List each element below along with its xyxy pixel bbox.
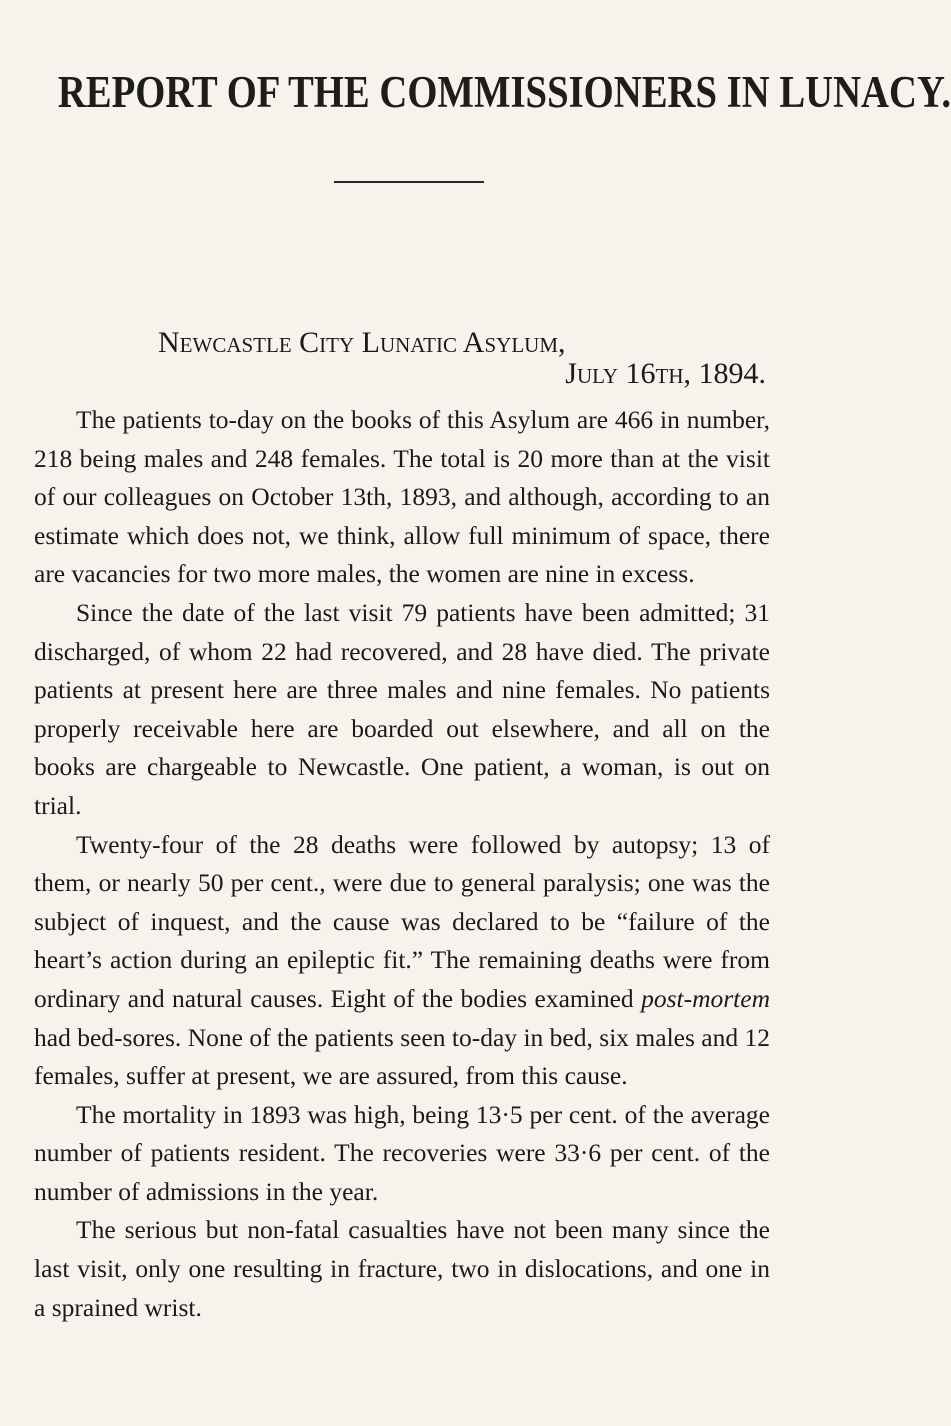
paragraph-casualties: The serious but non-fatal casualties have not been many since the last visit, only one resulting in fracture, two in dislocations, and one in a sprained wrist. xyxy=(34,1215,770,1322)
paragraph-deaths: Twenty-four of the 28 deaths were followed by autopsy; 13 of them, or nearly 50 per cent., were due to general paralysis; one was the subject of inquest, and the cause was declared to be “failure of the heart’s action during an epileptic fit.” The remaining deaths were from ordinary and natural causes. Eight of the bodies examined post-mortem had bed-sores. None of the patients seen to-day in bed, six males and 12 females, suffer at present, we are assured, from this cause. xyxy=(34,829,770,1091)
paragraph-mortality: The mortality in 1893 was high, being 13·5 per cent. of the average number of patients resident. The recoveries were 33·6 per cent. of the number of admissions in the year. xyxy=(34,1099,770,1206)
asylum-heading: Newcastle City Lunatic Asylum, xyxy=(158,326,566,359)
report-body xyxy=(34,401,770,1327)
report-title: REPORT OF THE COMMISSIONERS IN LUNACY. xyxy=(57,67,951,117)
title-divider xyxy=(334,181,484,183)
latin-term: post-mortem xyxy=(641,983,770,1013)
visit-date: July 16th, 1894. xyxy=(565,357,766,390)
paragraph-admissions: Since the date of the last visit 79 patients have been admitted; 31 discharged, of whom 22 had recovered, and 28 have died. The private patients at present here are three males and nine females. No patients properly receivable here are boarded out elsewhere, and all on the books are chargeable to Newcastle. One patient, a woman, is out on trial. xyxy=(34,597,770,820)
paragraph-patient-numbers: The patients to-day on the books of this Asylum are 466 in number, 218 being males and 248 females. The total is 20 more than at the visit of our colleagues on October 13th, 1893, and although, according to an estimate which does not, we think, allow full minimum of space, there are vacancies for two more males, the women are nine in excess. xyxy=(34,405,770,589)
